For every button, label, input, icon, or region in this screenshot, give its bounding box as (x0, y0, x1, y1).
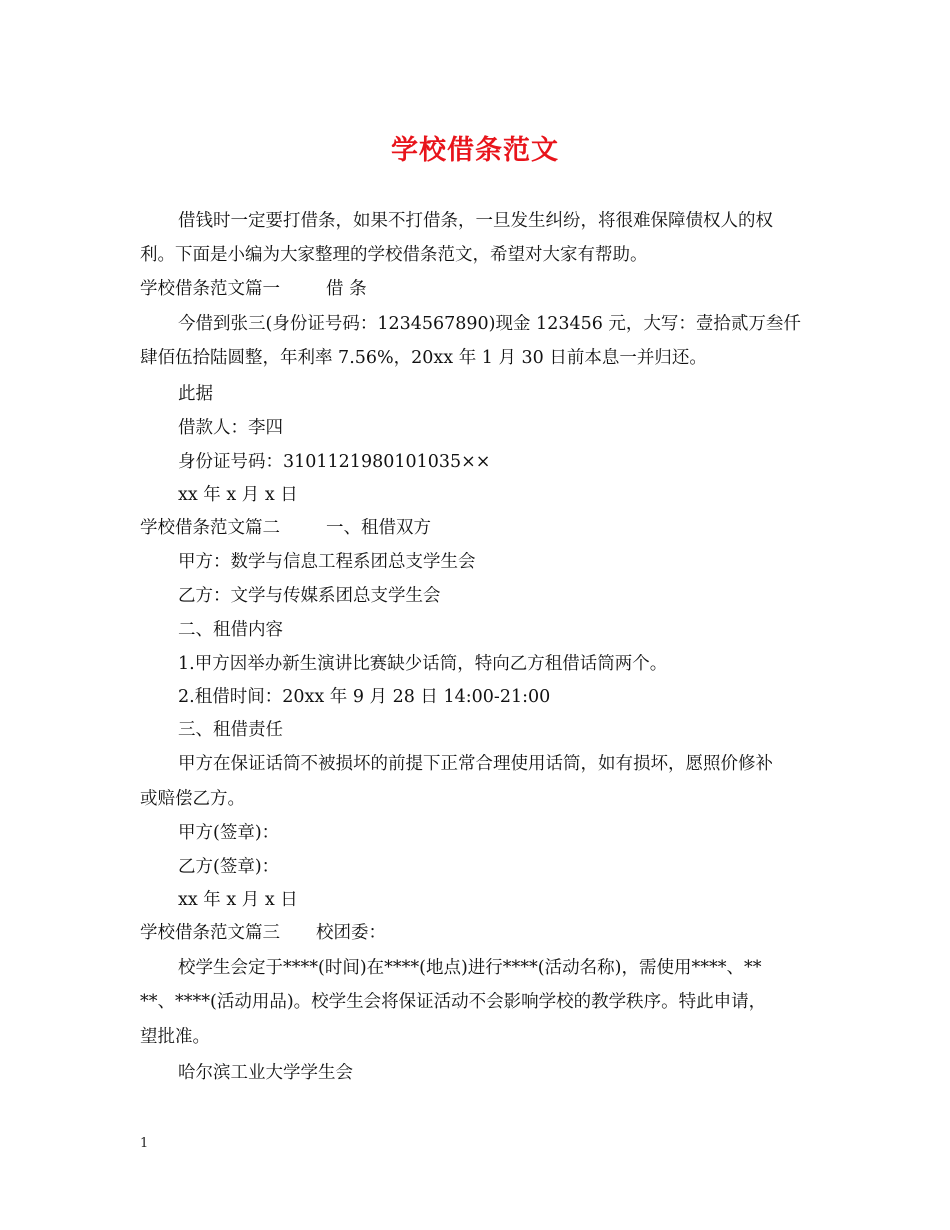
body-line: 肆佰伍拾陆圆整，年利率 7.56%，20xx 年 1 月 30 日前本息一并归还。 (140, 348, 707, 368)
intro-line-2: 利。下面是小编为大家整理的学校借条范文，希望对大家有帮助。 (140, 245, 648, 265)
date-line: xx 年 x 月 x 日 (178, 485, 298, 505)
signature-line: 乙方(签章)： (178, 857, 280, 877)
body-line: 望批准。 (140, 1027, 210, 1047)
body-line: 二、租借内容 (178, 620, 283, 640)
id-number-line: 身份证号码：3101121980101035×× (178, 452, 491, 472)
body-line: 三、租借责任 (178, 720, 283, 740)
body-line: **、****(活动用品)。校学生会将保证活动不会影响学校的教学秩序。特此申请， (140, 992, 767, 1012)
body-line: 甲方在保证话筒不被损坏的前提下正常合理使用话筒，如有损坏，愿照价修补 (178, 754, 773, 774)
body-line: 2.租借时间：20xx 年 9 月 28 日 14:00-21:00 (178, 687, 551, 707)
section-label: 学校借条范文篇一 (140, 279, 280, 299)
section-label: 学校借条范文篇三 (140, 923, 280, 943)
body-line: 1.甲方因举办新生演讲比赛缺少话筒，特向乙方租借话筒两个。 (178, 654, 668, 674)
body-line: 校学生会定于****(时间)在****(地点)进行****(活动名称)，需使用****、** (178, 958, 762, 978)
section-heading-1 (140, 277, 367, 301)
body-line: 哈尔滨工业大学学生会 (178, 1063, 353, 1083)
section-subtitle: 一、租借双方 (326, 518, 431, 538)
body-line: 此据 (178, 384, 213, 404)
date-line: xx 年 x 月 x 日 (178, 890, 298, 910)
section-label: 学校借条范文篇二 (140, 518, 280, 538)
document-title: 学校借条范文 (391, 135, 559, 166)
intro-line-1: 借钱时一定要打借条，如果不打借条，一旦发生纠纷，将很难保障债权人的权 (178, 211, 773, 231)
body-line: 或赔偿乙方。 (140, 789, 245, 809)
body-line: 今借到张三(身份证号码：1234567890)现金 123456 元，大写：壹拾贰万叁仟 (178, 314, 801, 334)
signature-line: 甲方(签章)： (178, 823, 280, 843)
body-line: 甲方：数学与信息工程系团总支学生会 (178, 552, 476, 572)
section-subtitle: 校团委： (316, 923, 386, 943)
page-number: 1 (140, 1136, 149, 1151)
borrower-line: 借款人：李四 (178, 418, 283, 438)
section-heading-3 (140, 921, 386, 945)
body-line: 乙方：文学与传媒系团总支学生会 (178, 586, 441, 606)
section-heading-2 (140, 516, 431, 540)
section-subtitle: 借 条 (326, 279, 367, 299)
